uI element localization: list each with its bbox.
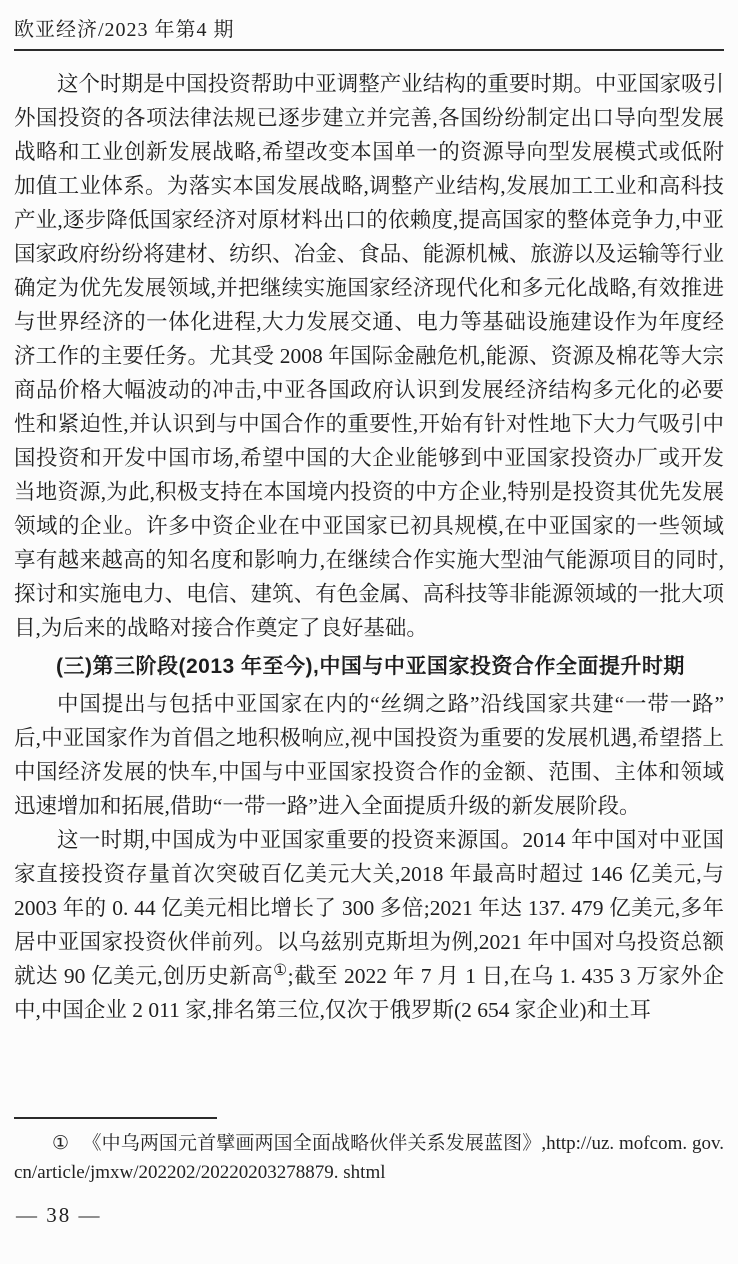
page-number: — 38 —	[16, 1203, 102, 1227]
footnote-area	[14, 1117, 724, 1187]
footnote-text: 《中乌两国元首擘画两国全面战略伙伴关系发展蓝图》,http://uz. mofcom. gov. cn/article/jmxw/202202/20220203278879. shtml	[14, 1133, 724, 1183]
footnote-divider	[14, 1117, 217, 1119]
paragraph-3	[14, 823, 724, 1027]
journal-issue-label: 欧亚经济/2023 年第4 期	[14, 19, 235, 41]
running-head	[14, 0, 724, 51]
paragraph-3-text-after: ;截至 2022 年 7 月 1 日,在乌 1. 435 3 万家外企中,中国企业 2 011 家,排名第三位,仅次于俄罗斯(2 654 家企业)和土耳	[14, 964, 724, 1022]
paragraph-2: 中国提出与包括中亚国家在内的“丝绸之路”沿线国家共建“一带一路”后,中亚国家作为首倡之地积极响应,视中国投资为重要的发展机遇,希望搭上中国经济发展的快车,中国与中亚国家投资合作的金额、范围、主体和领域迅速增加和拓展,借助“一带一路”进入全面提质升级的新发展阶段。	[14, 692, 724, 818]
footnote	[14, 1129, 724, 1187]
footnote-marker: ①	[52, 1133, 70, 1154]
paragraph-1: 这个时期是中国投资帮助中亚调整产业结构的重要时期。中亚国家吸引外国投资的各项法律法规已逐步建立并完善,各国纷纷制定出口导向型发展战略和工业创新发展战略,希望改变本国单一的资源导向型发展模式或低附加值工业体系。为落实本国发展战略,调整产业结构,发展加工工业和高科技产业,逐步降低国家经济对原材料出口的依赖度,提高国家的整体竞争力,中亚国家政府纷纷将建材、纺织、冶金、食品、能源机械、旅游以及运输等行业确定为优先发展领域,并把继续实施国家经济现代化和多元化战略,有效推进与世界经济的一体化进程,大力发展交通、电力等基础设施建设作为年度经济工作的主要任务。尤其受 2008 年国际金融危机,能源、资源及棉花等大宗商品价格大幅波动的冲击,中亚各国政府认识到发展经济结构多元化的必要性和紧迫性,并认识到与中国合作的重要性,开始有针对性地下大力气吸引中国投资和开发中国市场,希望中国的大企业能够到中亚国家投资办厂或开发当地资源,为此,积极支持在本国境内投资的中方企业,特别是投资其优先发展领域的企业。许多中资企业在中亚国家已初具规模,在中亚国家的一些领域享有越来越高的知名度和影响力,在继续合作实施大型油气能源项目的同时,探讨和实施电力、电信、建筑、有色金属、高科技等非能源领域的一批大项目,为后来的战略对接合作奠定了良好基础。	[14, 72, 724, 640]
footnote-ref-marker: ①	[273, 961, 288, 979]
paragraph-3-text-before: 这一时期,中国成为中亚国家重要的投资来源国。2014 年中国对中亚国家直接投资存量首次突破百亿美元大关,2018 年最高时超过 146 亿美元,与 2003 年的 0. 44 亿美元相比增长了 300 多倍;2021 年达 137. 479 亿美元,多年居中亚国家投资伙伴前列。以乌兹别克斯坦为例,2021 年中国对乌投资总额就达 90 亿美元,创历史新高	[14, 828, 724, 988]
article-body	[14, 67, 724, 1027]
section-heading: (三)第三阶段(2013 年至今),中国与中亚国家投资合作全面提升时期	[56, 655, 685, 678]
